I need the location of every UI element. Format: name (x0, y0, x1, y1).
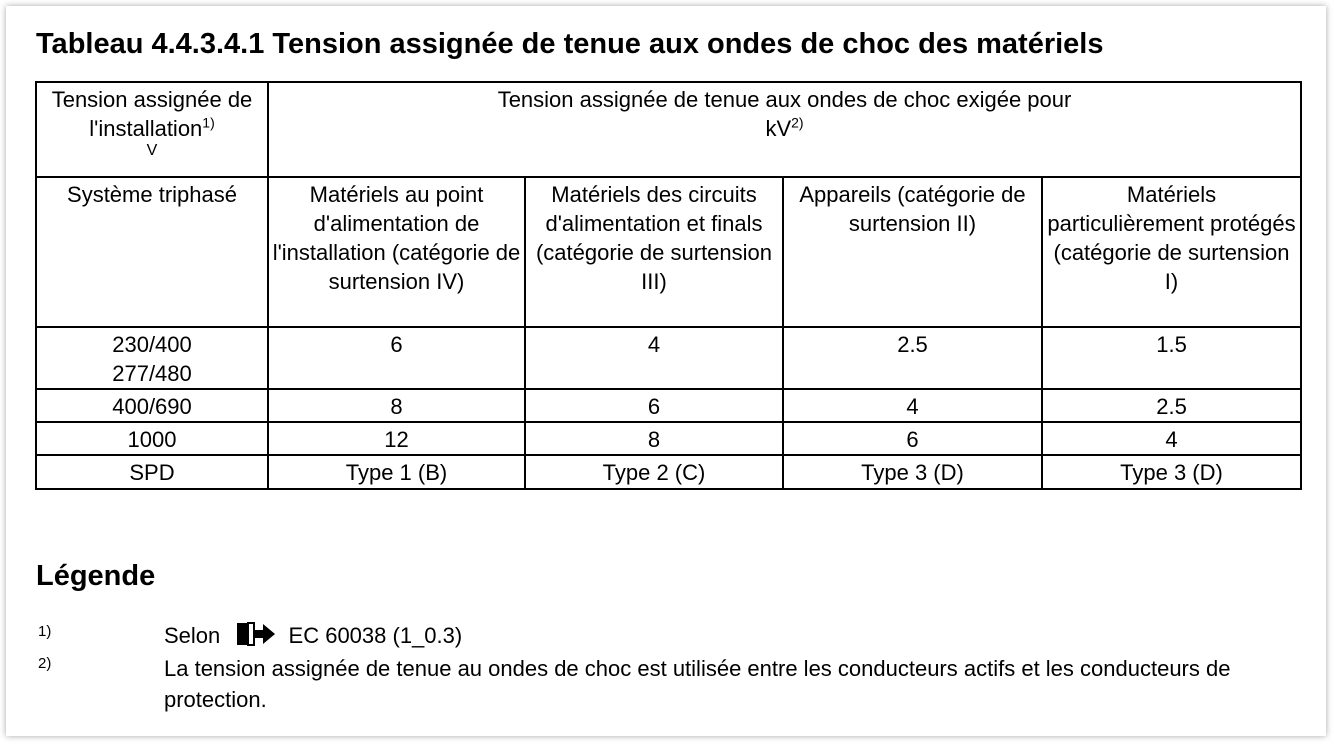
category-header-row (36, 177, 1301, 327)
footnote-ref: 2) (791, 114, 804, 131)
value-cell: Type 3 (D) (783, 455, 1042, 489)
voltage-cell: 1000 (36, 422, 268, 455)
table-row (36, 455, 1301, 489)
value-cell: Type 1 (B) (268, 455, 525, 489)
category-iii-header: Matériels des circuits d'alimentation et finals (catégorie de surtension III) (525, 177, 783, 327)
impulse-voltage-table (35, 81, 1302, 490)
footnote-2: La tension assignée de tenue au ondes de choc est utilisée entre les conducteurs actifs et les conducteurs de protection. (164, 656, 1231, 712)
table-row (36, 389, 1301, 422)
voltage-cell: SPD (36, 455, 268, 489)
unit-label: kV (765, 116, 792, 141)
value-cell: 6 (525, 389, 783, 422)
footnote-mark: 2) (38, 655, 52, 672)
value-cell: 2.5 (1042, 389, 1301, 422)
voltage-cell (36, 327, 268, 389)
value-cell: 8 (268, 389, 525, 422)
legend-heading: Légende (36, 560, 156, 592)
table-row (36, 422, 1301, 455)
document-page (6, 6, 1326, 736)
value-cell: 8 (525, 422, 783, 455)
value-cell: 12 (268, 422, 525, 455)
value-cell: 4 (783, 389, 1042, 422)
footnote-1 (164, 620, 1294, 654)
value-cell: 6 (268, 327, 525, 389)
footnote-ref: 1) (202, 114, 215, 131)
value-cell: Type 3 (D) (1042, 455, 1301, 489)
table-row (36, 327, 1301, 389)
value-cell: 6 (783, 422, 1042, 455)
header-text: Tension assignée de tenue aux ondes de choc exigée pour (497, 87, 1072, 112)
category-ii-header: Appareils (catégorie de surtension II) (783, 177, 1042, 327)
footnote-prefix: Selon (164, 623, 221, 648)
page-title: Tableau 4.4.3.4.1 Tension assignée de tenue aux ondes de choc des matériels (36, 28, 1104, 60)
system-label-cell: Système triphasé (36, 177, 268, 327)
footnote-mark: 1) (38, 623, 52, 640)
header-text: Tension assignée de (51, 87, 253, 112)
value-cell: 4 (1042, 422, 1301, 455)
reference-arrow-icon[interactable] (236, 622, 276, 654)
footnote-reference[interactable]: EC 60038 (1_0.3) (288, 623, 463, 648)
header-text: l'installation (89, 116, 203, 141)
value-cell: 4 (525, 327, 783, 389)
installation-voltage-header (36, 82, 268, 177)
category-i-header: Matériels particulièrement protégés (catégorie de surtension I) (1042, 177, 1301, 327)
table-header-row (36, 82, 1301, 177)
unit-label: V (146, 142, 158, 159)
value-cell: Type 2 (C) (525, 455, 783, 489)
withstand-voltage-header (268, 82, 1301, 177)
voltage-value: 277/480 (112, 361, 192, 386)
voltage-cell: 400/690 (36, 389, 268, 422)
voltage-value: 230/400 (112, 332, 192, 357)
category-iv-header: Matériels au point d'alimentation de l'installation (catégorie de surtension IV) (268, 177, 525, 327)
value-cell: 2.5 (783, 327, 1042, 389)
value-cell: 1.5 (1042, 327, 1301, 389)
